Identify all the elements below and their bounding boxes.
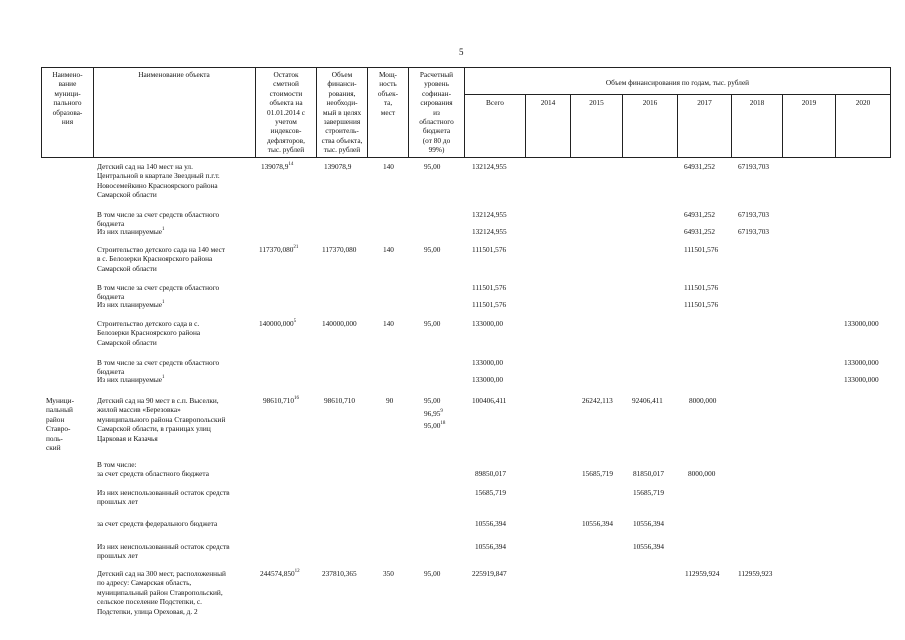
year-2018-value: 67193,703 — [738, 210, 770, 219]
year-2017-value: 111501,576 — [684, 300, 719, 309]
object-subrow-label: Из них неиспользованный остаток средств прошлых лет — [97, 488, 230, 507]
year-2017-value: 8000,000 — [688, 469, 716, 478]
header-total: Всего — [486, 98, 504, 107]
year-2016-value: 10556,394 — [633, 519, 665, 528]
header-year-2019: 2019 — [801, 98, 817, 107]
object-subrow-label: В том числе за счет средств областного бюджета — [97, 283, 220, 302]
total-value: 133000,00 — [472, 375, 504, 384]
col-divider — [93, 67, 94, 158]
total-value: 15685,719 — [475, 488, 507, 497]
year-2017-value: 111501,576 — [684, 283, 719, 292]
object-name: Детский сад на 300 мест, расположенный по адресу: Самарская область, муниципальный район Ставропольский, сельское поселение Подстепки, с. Подстепки, улица Ореховая, д. 2 — [97, 569, 226, 616]
object-name: Строительство детского сада на 140 мест в с. Белозерки Красноярского района Самарской области — [97, 245, 226, 273]
year-2017-value: 64931,252 — [684, 210, 716, 219]
year-2017-value: 64931,252 — [684, 162, 716, 171]
object-name: Детский сад на 140 мест на ул. Центральной в квартале Звездный п.г.т. Новосемейкино Красноярского района Самарской области — [97, 162, 220, 200]
level-value-3: 95,00$^{18}$ — [424, 421, 446, 430]
total-value: 133000,00 — [472, 319, 504, 328]
year-2015-value: 15685,719 — [582, 469, 614, 478]
header-year-2014: 2014 — [540, 98, 556, 107]
total-value: 111501,576 — [472, 283, 507, 292]
total-value: 10556,394 — [475, 542, 507, 551]
ostatok-value: 98610,710$^{16}$ — [263, 396, 300, 405]
volume-value: 140000,000 — [322, 319, 357, 328]
level-value-2: 96,95$^9$ — [424, 409, 443, 418]
header-year-2018: 2018 — [749, 98, 765, 107]
year-2020-value: 133000,000 — [844, 375, 879, 384]
object-subrow-label: В том числе: за счет средств областного бюджета — [97, 460, 209, 479]
page-number: 5 — [459, 47, 464, 57]
year-2016-value: 15685,719 — [633, 488, 665, 497]
total-value: 132124,955 — [472, 227, 507, 236]
level-value: 95,00 — [424, 319, 441, 328]
power-value: 90 — [386, 396, 394, 405]
header-municipality: Наимено- вание муници- пального образова- ния — [52, 70, 83, 127]
object-subrow-label: за счет средств федерального бюджета — [97, 519, 218, 528]
year-2017-value: 8000,000 — [689, 396, 717, 405]
header-year-2020: 2020 — [855, 98, 871, 107]
header-ostatok: Остаток сметной стоимости объекта на 01.01.2014 с учетом индексов- дефляторов, тыс. рублей — [267, 70, 305, 155]
year-2020-value: 133000,000 — [844, 358, 879, 367]
total-value: 111501,576 — [472, 300, 507, 309]
ostatok-value: 140000,000$^5$ — [259, 319, 297, 328]
level-value: 95,00 — [424, 569, 441, 578]
header-level: Расчетный уровень софинан- сирования из областного бюджета (от 80 до 99%) — [419, 70, 454, 155]
object-subrow-label: В том числе за счет средств областного бюджета — [97, 210, 220, 229]
header-object-name: Наименование объекта — [138, 70, 210, 79]
year-2018-value: 67193,703 — [738, 162, 770, 171]
col-divider — [255, 67, 256, 158]
total-value: 89850,017 — [475, 469, 507, 478]
header-financing-title: Объем финансирования по годам, тыс. рублей — [605, 78, 750, 87]
year-2017-value: 112959,924 — [685, 569, 720, 578]
total-value: 111501,576 — [472, 245, 507, 254]
year-2018-value: 112959,923 — [738, 569, 773, 578]
level-value: 95,00 — [424, 162, 441, 171]
total-value: 10556,394 — [475, 519, 507, 528]
total-value: 225919,847 — [472, 569, 507, 578]
year-2020-value: 133000,000 — [844, 319, 879, 328]
table-right-border — [890, 67, 891, 158]
volume-value: 237810,365 — [322, 569, 357, 578]
volume-value: 117370,080 — [322, 245, 357, 254]
volume-value: 139078,9 — [324, 162, 352, 171]
year-2017-value: 64931,252 — [684, 227, 716, 236]
header-year-2016: 2016 — [642, 98, 658, 107]
year-2016-value: 81850,017 — [633, 469, 665, 478]
power-value: 350 — [383, 569, 394, 578]
power-value: 140 — [383, 319, 394, 328]
header-year-2015: 2015 — [589, 98, 604, 107]
ostatok-value: 117370,080$^{21}$ — [259, 245, 299, 254]
power-value: 140 — [383, 162, 394, 171]
level-value: 95,00 — [424, 396, 441, 405]
power-value: 140 — [383, 245, 394, 254]
volume-value: 98610,710 — [324, 396, 356, 405]
table-top-border — [41, 67, 891, 68]
object-subrow-label: Из них планируемые$^1$ — [97, 375, 165, 384]
ostatok-value: 139078,9$^{14}$ — [261, 162, 294, 171]
total-value: 133000,00 — [472, 358, 504, 367]
total-value: 132124,955 — [472, 162, 507, 171]
year-2015-value: 26242,113 — [582, 396, 613, 405]
object-subrow-label: В том числе за счет средств областного бюджета — [97, 358, 220, 377]
header-power: Мощ- ность объек- та, мест — [377, 70, 399, 117]
total-value: 132124,955 — [472, 210, 507, 219]
table-left-border — [41, 67, 42, 158]
level-value: 95,00 — [424, 245, 441, 254]
object-name: Строительство детского сада в с. Белозерки Красноярского района Самарской области — [97, 319, 201, 347]
year-2015-value: 10556,394 — [582, 519, 614, 528]
object-name: Детский сад на 90 мест в с.п. Выселки, жилой массив «Березовка» муниципального района Ставропольский Самарской области, в границах улиц Царковая и Казачья — [97, 396, 226, 443]
object-subrow-label: Из них неиспользованный остаток средств прошлых лет — [97, 542, 230, 561]
year-2017-value: 111501,576 — [684, 245, 719, 254]
header-bottom-border — [41, 157, 891, 158]
header-volume: Объем финанси- рования, необходи- мый в целях завершения строитель- ства объекта, тыс. рублей — [321, 70, 363, 155]
year-2018-value: 67193,703 — [738, 227, 770, 236]
total-value: 100406,411 — [472, 396, 507, 405]
ostatok-value: 244574,850$^{12}$ — [260, 569, 300, 578]
object-subrow-label: Из них планируемые$^1$ — [97, 227, 165, 236]
year-2016-value: 92406,411 — [632, 396, 663, 405]
object-subrow-label: Из них планируемые$^1$ — [97, 300, 165, 309]
year-2016-value: 10556,394 — [633, 542, 665, 551]
header-year-2017: 2017 — [697, 98, 712, 107]
municipality-name: Муници- пальный район Ставро- поль- ский — [46, 396, 75, 453]
